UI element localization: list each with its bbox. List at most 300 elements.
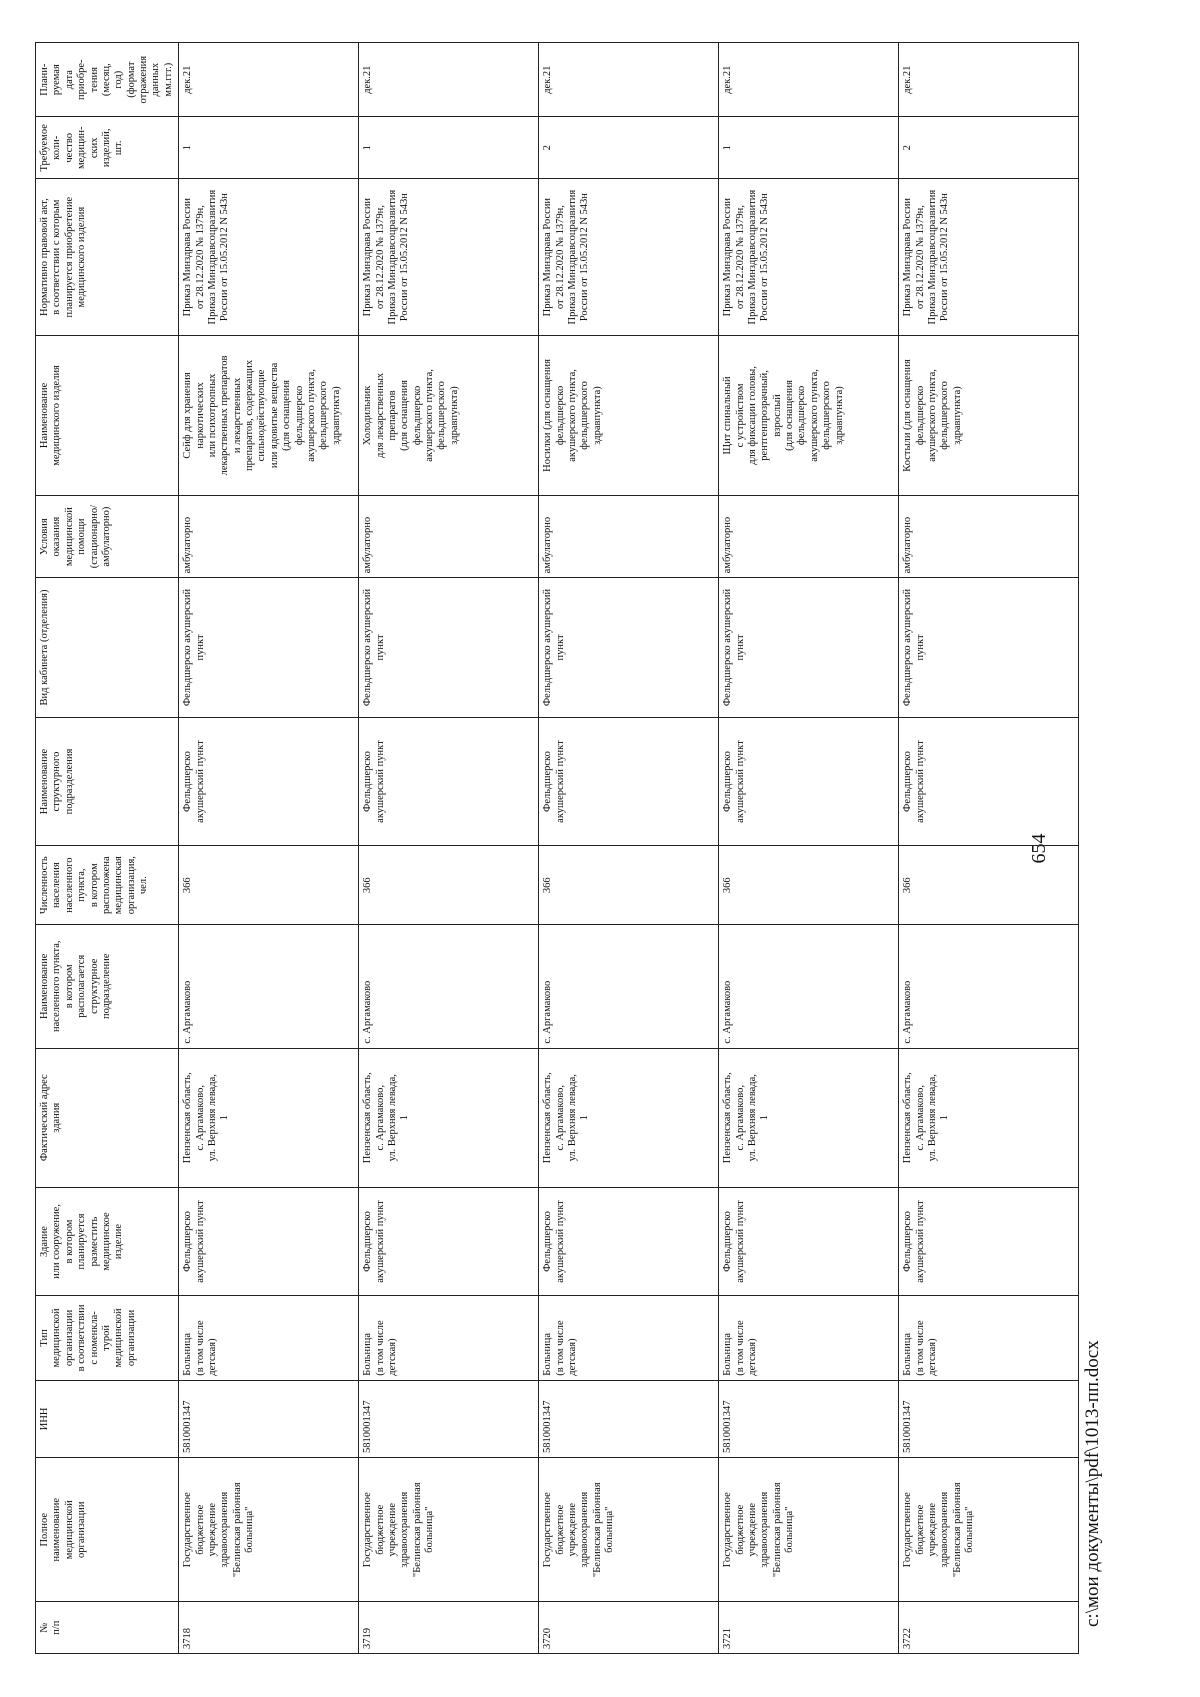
cell-line: пункт: [734, 634, 746, 661]
column-header: [36, 1296, 179, 1381]
cell-device: [179, 336, 359, 496]
cell-building: [359, 1187, 539, 1295]
cell-date: дек.21: [719, 43, 899, 117]
cell-conditions: амбулаторно: [359, 495, 539, 578]
cell-line: препаратов, содержащих: [244, 359, 255, 471]
cell-line: Пензенская область,: [362, 1072, 374, 1164]
cell-line: 1: [579, 1115, 591, 1121]
cell-line: планируется: [76, 1213, 88, 1270]
cell-line: подразделения: [63, 748, 75, 815]
cell-line: детская): [206, 1338, 218, 1376]
column-header: [36, 1380, 179, 1457]
cell-population: 366: [539, 846, 719, 924]
cell-line: рентгенпрозрачный,: [759, 370, 771, 461]
table-row: [719, 43, 899, 1654]
cell-line: медицинской: [113, 1308, 125, 1368]
cell-qty: 1: [179, 117, 359, 179]
cell-line: чел.: [138, 876, 149, 895]
cell-line: Тип: [39, 1329, 50, 1347]
cell-line: России от 15.05.2012 N 543н: [399, 193, 411, 322]
cell-line: населенного: [63, 857, 75, 913]
cell-line: Условия: [39, 518, 50, 555]
cell-line: детская): [746, 1338, 758, 1376]
cell-line: Нормативно правовой акт,: [39, 198, 50, 316]
cell-line: 1: [399, 1115, 411, 1121]
cell-line: Щит спинальный: [722, 376, 734, 455]
cell-settlement: с. Аргамаково: [899, 924, 1079, 1048]
cell-line: здравпункта): [833, 386, 845, 445]
cell-line: бюджетное: [194, 1504, 206, 1555]
cell-line: Пензенская область,: [542, 1072, 554, 1164]
cell-cabinet: [359, 578, 539, 717]
cell-line: в соответствии с которым: [51, 199, 63, 315]
cell-line: фельдшерско: [554, 385, 566, 446]
cell-line: учреждение: [206, 1502, 218, 1557]
cell-line: 1: [219, 1115, 231, 1121]
cell-line: Государственное: [902, 1492, 914, 1568]
cell-line: акушерский пункт: [374, 1200, 386, 1283]
cell-line: Фельдшерско: [722, 751, 734, 812]
cell-line: Наименование: [39, 748, 50, 815]
cell-settlement: с. Аргамаково: [359, 924, 539, 1048]
column-header: [36, 717, 179, 846]
cell-line: акушерский пункт: [734, 1200, 746, 1283]
cell-line: и лекарственных: [231, 377, 243, 454]
cell-line: Приказ Минздравсоцразвития: [206, 189, 218, 325]
cell-line: фельдшерско: [796, 385, 808, 446]
cell-line: дата: [63, 70, 75, 90]
cell-line: акушерский пункт: [194, 740, 206, 823]
cell-line: Фельдшерско: [722, 1211, 734, 1272]
cell-line: акушерский пункт: [914, 1200, 926, 1283]
column-header: [36, 846, 179, 924]
cell-building: [719, 1187, 899, 1295]
cell-line: фельдшерско: [411, 385, 423, 446]
cell-device: [359, 336, 539, 496]
column-header: [36, 1602, 179, 1654]
cell-line: (в том числе: [914, 1320, 926, 1376]
cell-line: Фельдшерско: [542, 1211, 554, 1272]
cell-line: коли-: [51, 135, 63, 160]
cell-line: Фельдшерско акушерский: [182, 588, 194, 707]
cell-line: (для оснащения: [399, 380, 411, 451]
cell-line: больница": [244, 1506, 255, 1553]
cell-line: ул. Верхняя левада,: [386, 1074, 398, 1162]
cell-line: руемая: [51, 64, 63, 96]
cell-line: здравпункта): [951, 386, 963, 445]
cell-line: Приказ Минздрава России: [902, 197, 914, 317]
cell-num: 3720: [539, 1602, 719, 1654]
cell-line: оказания: [51, 516, 63, 557]
table-row: [179, 43, 359, 1654]
table-row: [899, 43, 1079, 1654]
cell-line: Приказ Минздравсоцразвития: [746, 189, 758, 325]
cell-act: [179, 179, 359, 336]
cell-line: для фиксации головы,: [746, 366, 758, 465]
table-row: [539, 43, 719, 1654]
column-header: [36, 1048, 179, 1187]
cell-line: №: [39, 1622, 50, 1633]
cell-unit: [719, 717, 899, 846]
cell-line: приобре-: [76, 59, 88, 100]
cell-org-type: [359, 1296, 539, 1381]
cell-line: (в том числе: [374, 1320, 386, 1376]
cell-line: Фельдшерско акушерский: [902, 588, 914, 707]
cell-inn: 5810001347: [539, 1380, 719, 1457]
cell-population: 366: [899, 846, 1079, 924]
cell-line: организации: [76, 1501, 88, 1558]
cell-line: (в том числе: [554, 1320, 566, 1376]
cell-line: Государственное: [362, 1492, 374, 1568]
cell-line: акушерского пункта,: [926, 369, 938, 462]
cell-qty: 1: [359, 117, 539, 179]
cell-line: Фельдшерско: [542, 751, 554, 812]
cell-line: акушерского пункта,: [566, 369, 578, 462]
cell-conditions: амбулаторно: [719, 495, 899, 578]
cell-date: дек.21: [359, 43, 539, 117]
cell-address: [539, 1048, 719, 1187]
cell-line: (месяц,: [100, 63, 112, 97]
cell-inn: 5810001347: [719, 1380, 899, 1457]
cell-line: Приказ Минздрава России: [182, 197, 194, 317]
cell-line: бюджетное: [734, 1504, 746, 1555]
cell-num: 3718: [179, 1602, 359, 1654]
cell-line: 1: [759, 1115, 771, 1121]
cell-line: Приказ Минздрава России: [362, 197, 374, 317]
cell-line: Фельдшерско акушерский: [362, 588, 374, 707]
cell-inn: 5810001347: [359, 1380, 539, 1457]
cell-line: бюджетное: [554, 1504, 566, 1555]
cell-line: здравоохранения: [579, 1491, 591, 1568]
cell-line: России от 15.05.2012 N 543н: [939, 193, 951, 322]
cell-line: медицин-: [76, 126, 88, 170]
column-header: [36, 117, 179, 179]
cell-act: [719, 179, 899, 336]
cell-line: учреждение: [926, 1502, 938, 1557]
cell-line: фельдшерского: [939, 381, 951, 450]
cell-line: от 28.12.2020 № 1379н,: [734, 205, 746, 310]
cell-line: фельдшерского: [821, 381, 833, 450]
cell-line: Больница: [362, 1333, 374, 1376]
cell-line: амбулаторно): [100, 506, 112, 567]
cell-qty: 1: [719, 117, 899, 179]
cell-line: акушерский пункт: [374, 740, 386, 823]
cell-population: 366: [359, 846, 539, 924]
cell-line: наркотических: [194, 382, 206, 449]
cell-line: тения: [88, 67, 100, 93]
cell-line: Больница: [542, 1333, 554, 1376]
cell-line: изделие: [113, 1223, 125, 1260]
cell-line: лекарственных препаратов: [219, 355, 231, 476]
cell-settlement: с. Аргамаково: [179, 924, 359, 1048]
cell-line: здравоохранения: [759, 1491, 771, 1568]
cell-line: взрослый: [771, 394, 783, 437]
cell-line: больница": [784, 1506, 795, 1553]
cell-line: здравоохранения: [939, 1491, 951, 1568]
cell-org: [539, 1458, 719, 1602]
cell-line: Фельдшерско: [182, 1211, 194, 1272]
cell-line: Плани-: [39, 63, 50, 96]
cell-line: ул. Верхняя левада,: [566, 1074, 578, 1162]
cell-line: Больница: [722, 1333, 734, 1376]
cell-line: Фельдшерско: [362, 751, 374, 812]
cell-date: дек.21: [179, 43, 359, 117]
cell-line: с устройством: [734, 383, 746, 448]
cell-line: в котором: [88, 863, 100, 908]
cell-org-type: [719, 1296, 899, 1381]
cell-line: Пензенская область,: [902, 1072, 914, 1164]
cell-line: Больница: [902, 1333, 914, 1376]
cell-line: в котором: [63, 964, 75, 1009]
cell-line: планируется приобретение: [63, 196, 75, 318]
cell-line: Холодильник: [362, 385, 374, 446]
cell-act: [359, 179, 539, 336]
cell-num: 3721: [719, 1602, 899, 1654]
cell-qty: 2: [899, 117, 1079, 179]
cell-line: "Белинская районная: [411, 1482, 423, 1578]
cell-line: ских: [88, 137, 100, 159]
table-header-row: [36, 43, 179, 1654]
cell-unit: [179, 717, 359, 846]
cell-line: мм.ггг.): [162, 62, 174, 97]
cell-line: чество: [63, 133, 75, 163]
cell-line: Государственное: [182, 1492, 194, 1568]
cell-line: населенного пункта,: [51, 940, 63, 1032]
cell-line: здравоохранения: [219, 1491, 231, 1568]
cell-line: сильнодействующие: [256, 369, 268, 462]
cell-org-type: [179, 1296, 359, 1381]
column-header: [36, 336, 179, 496]
cell-line: "Белинская районная: [231, 1482, 243, 1578]
cell-line: здравпункта): [330, 386, 342, 445]
cell-device: [539, 336, 719, 496]
cell-line: пункта,: [76, 868, 88, 902]
cell-line: Фельдшерско акушерский: [722, 588, 734, 707]
cell-line: подразделение: [100, 953, 112, 1020]
equipment-table: [35, 42, 1079, 1654]
cell-org: [179, 1458, 359, 1602]
cell-line: здания: [51, 1102, 63, 1133]
cell-line: учреждение: [566, 1502, 578, 1557]
cell-line: детская): [566, 1338, 578, 1376]
cell-conditions: амбулаторно: [899, 495, 1079, 578]
cell-line: медицинской: [63, 1500, 75, 1560]
column-header: [36, 924, 179, 1048]
cell-cabinet: [179, 578, 359, 717]
cell-line: акушерский пункт: [554, 740, 566, 823]
cell-line: или сооружение,: [51, 1204, 63, 1279]
cell-line: от 28.12.2020 № 1379н,: [194, 205, 206, 310]
cell-cabinet: [539, 578, 719, 717]
cell-line: (стационарно/: [88, 504, 100, 569]
cell-line: помощи: [76, 518, 88, 555]
cell-address: [359, 1048, 539, 1187]
cell-line: акушерский пункт: [734, 740, 746, 823]
cell-device: [719, 336, 899, 496]
cell-line: препаратов: [386, 390, 398, 441]
cell-line: бюджетное: [914, 1504, 926, 1555]
cell-org-type: [539, 1296, 719, 1381]
cell-line: "Белинская районная: [951, 1482, 963, 1578]
cell-line: Численность: [39, 856, 50, 915]
cell-line: медицинской: [63, 507, 75, 567]
cell-num: 3719: [359, 1602, 539, 1654]
cell-unit: [359, 717, 539, 846]
cell-line: организация,: [125, 856, 137, 915]
cell-line: бюджетное: [374, 1504, 386, 1555]
cell-line: изделий,: [100, 128, 112, 168]
cell-inn: 5810001347: [179, 1380, 359, 1457]
cell-line: Больница: [182, 1333, 194, 1376]
cell-line: фельдшерско: [293, 385, 305, 446]
cell-line: данных: [150, 62, 162, 97]
cell-line: акушерский пункт: [914, 740, 926, 823]
cell-line: от 28.12.2020 № 1379н,: [374, 205, 386, 310]
cell-line: детская): [926, 1338, 938, 1376]
cell-line: Фактический адрес: [39, 1074, 50, 1162]
cell-line: пункт: [554, 634, 566, 661]
cell-line: фельдшерского: [318, 381, 330, 450]
cell-line: с. Аргамаково,: [554, 1084, 566, 1151]
cell-line: для лекарственных: [374, 372, 386, 458]
cell-address: [719, 1048, 899, 1187]
cell-line: отражения: [138, 55, 149, 104]
cell-line: здравоохранения: [399, 1491, 411, 1568]
cell-line: (для оснащения: [281, 380, 293, 451]
cell-line: "Белинская районная: [591, 1482, 603, 1578]
cell-line: Государственное: [722, 1492, 734, 1568]
cell-device: [899, 336, 1079, 496]
cell-line: (в том числе: [734, 1320, 746, 1376]
cell-line: Вид кабинета (отделения): [39, 589, 50, 706]
cell-line: Приказ Минздрава России: [722, 197, 734, 317]
cell-line: пункт: [914, 634, 926, 661]
cell-line: России от 15.05.2012 N 543н: [579, 193, 591, 322]
cell-line: Фельдшерско: [902, 751, 914, 812]
cell-line: акушерского пункта,: [424, 369, 435, 462]
cell-line: турой: [100, 1325, 112, 1351]
cell-address: [899, 1048, 1079, 1187]
cell-conditions: амбулаторно: [539, 495, 719, 578]
cell-line: России от 15.05.2012 N 543н: [219, 193, 231, 322]
cell-line: Костыли (для оснащения: [902, 359, 914, 472]
cell-org: [719, 1458, 899, 1602]
cell-line: ул. Верхняя левада,: [926, 1074, 938, 1162]
cell-act: [899, 179, 1079, 336]
cell-line: Полное: [39, 1512, 50, 1547]
cell-line: Фельдшерско акушерский: [542, 588, 554, 707]
cell-line: Государственное: [542, 1492, 554, 1568]
cell-line: медицинского изделия: [51, 365, 63, 466]
cell-line: здравпункта): [448, 386, 460, 445]
cell-line: медицинское: [100, 1212, 112, 1271]
cell-address: [179, 1048, 359, 1187]
cell-line: больница": [424, 1506, 435, 1553]
column-header: [36, 495, 179, 578]
cell-line: наименование: [51, 1498, 63, 1562]
cell-line: Сейф для хранения: [182, 372, 194, 459]
column-header: [36, 1458, 179, 1602]
cell-line: фельдшерско: [914, 385, 926, 446]
cell-line: с. Аргамаково,: [914, 1084, 926, 1151]
cell-line: здравпункта): [591, 386, 603, 445]
table-row: [359, 43, 539, 1654]
cell-line: 1: [939, 1115, 951, 1121]
cell-line: или психотропных: [206, 373, 218, 458]
cell-line: акушерский пункт: [554, 1200, 566, 1283]
cell-line: с номенкла-: [88, 1311, 100, 1365]
cell-line: фельдшерского: [436, 381, 448, 450]
cell-num: 3722: [899, 1602, 1079, 1654]
cell-org-type: [899, 1296, 1079, 1381]
cell-line: (формат: [125, 61, 137, 98]
cell-line: год): [113, 70, 125, 89]
cell-cabinet: [899, 578, 1079, 717]
cell-cabinet: [719, 578, 899, 717]
cell-line: больница": [604, 1506, 615, 1553]
cell-line: от 28.12.2020 № 1379н,: [914, 205, 926, 310]
cell-date: дек.21: [899, 43, 1079, 117]
cell-line: шт.: [113, 140, 125, 156]
cell-line: структурного: [51, 751, 63, 812]
cell-line: в котором: [63, 1219, 75, 1264]
column-header: [36, 179, 179, 336]
cell-line: России от 15.05.2012 N 543н: [759, 193, 771, 322]
cell-line: (для оснащения: [784, 380, 795, 451]
cell-line: с. Аргамаково,: [374, 1084, 386, 1151]
cell-line: медицинского изделия: [76, 206, 88, 308]
cell-org: [899, 1458, 1079, 1602]
cell-line: Пензенская область,: [182, 1072, 194, 1164]
cell-line: Наименование: [39, 382, 50, 449]
cell-line: Носилки (для оснащения: [542, 359, 554, 472]
cell-line: медицинской: [51, 1308, 63, 1368]
cell-line: акушерский пункт: [194, 1200, 206, 1283]
cell-line: располагается: [76, 954, 88, 1018]
cell-line: Наименование: [39, 953, 50, 1019]
cell-line: акушерского пункта,: [808, 369, 820, 462]
cell-line: Фельдшерско: [182, 751, 194, 812]
cell-line: ул. Верхняя левада,: [746, 1074, 758, 1162]
cell-line: Приказ Минздрава России: [542, 197, 554, 317]
cell-line: пункт: [374, 634, 386, 661]
cell-line: с. Аргамаково,: [194, 1084, 206, 1151]
column-header: [36, 1187, 179, 1295]
cell-line: Фельдшерско: [902, 1211, 914, 1272]
cell-org: [359, 1458, 539, 1602]
footer-file-path: c:\мои документы\pdf\1013-пп.docx: [1082, 1340, 1103, 1627]
cell-line: п/п: [51, 1620, 63, 1635]
page-number: 654: [1028, 833, 1050, 864]
cell-population: 366: [179, 846, 359, 924]
cell-line: расположена: [100, 856, 112, 914]
cell-line: Приказ Минздравсоцразвития: [566, 189, 578, 325]
cell-line: учреждение: [386, 1502, 398, 1557]
cell-building: [179, 1187, 359, 1295]
cell-line: ул. Верхняя левада,: [206, 1074, 218, 1162]
cell-line: Здание: [39, 1226, 50, 1257]
cell-line: акушерского пункта,: [305, 369, 317, 462]
cell-line: населения: [51, 862, 63, 909]
cell-line: больница": [964, 1506, 975, 1553]
cell-line: в соответствии: [76, 1304, 88, 1372]
cell-line: ИНН: [39, 1407, 50, 1431]
cell-line: детская): [386, 1338, 398, 1376]
cell-line: организации: [63, 1309, 75, 1367]
column-header: [36, 43, 179, 117]
cell-line: разместить: [88, 1216, 100, 1267]
cell-line: пункт: [194, 634, 206, 661]
